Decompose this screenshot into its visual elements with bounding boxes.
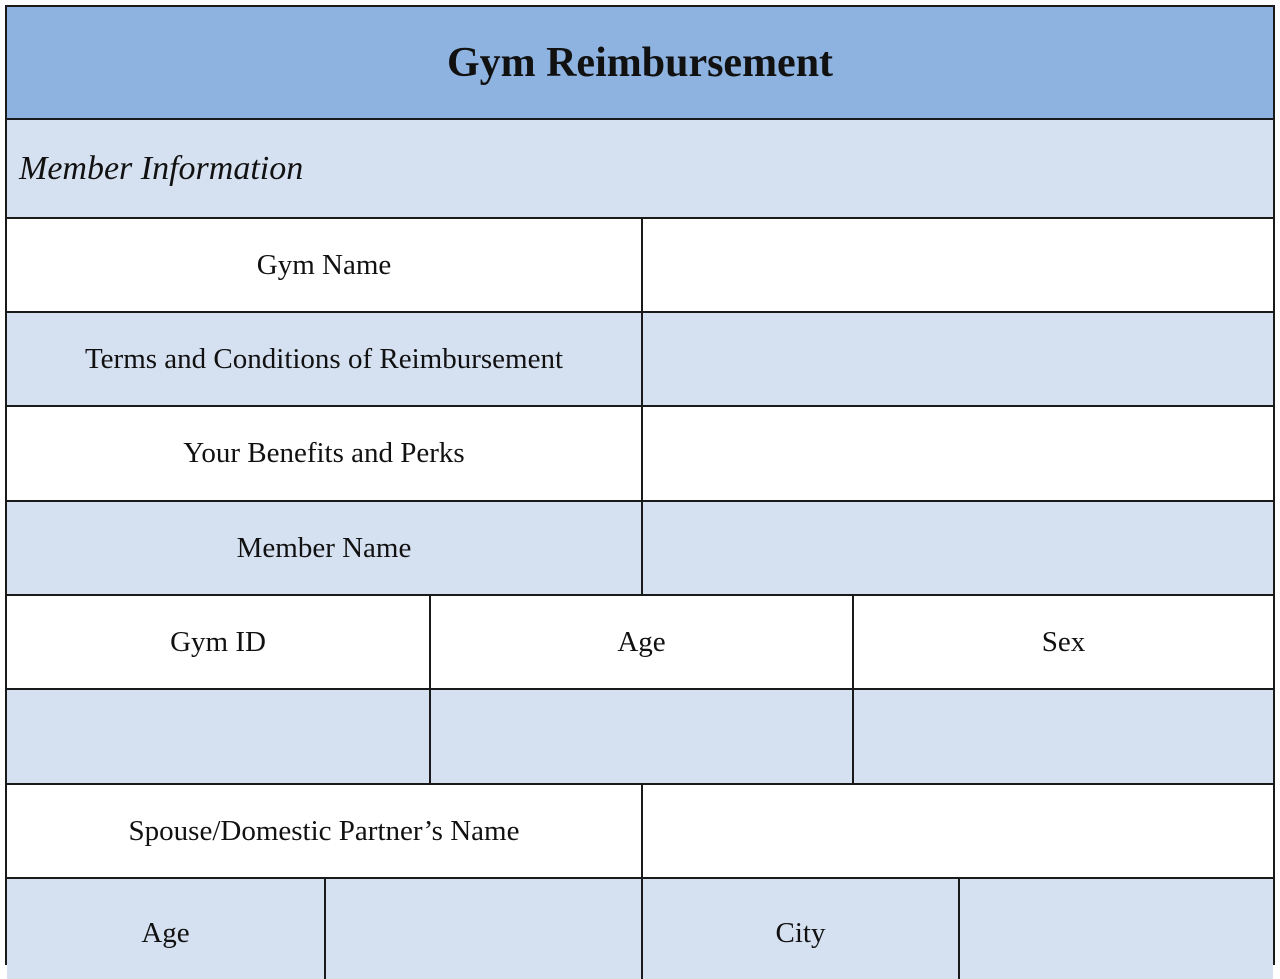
spouse-age-field[interactable] [324,879,641,979]
form-header [7,7,1273,120]
benefits-field[interactable] [641,407,1273,500]
spouse-name-field[interactable] [641,785,1273,877]
spouse-age-label: Age [141,917,190,949]
benefits-label: Your Benefits and Perks [183,437,465,469]
gym-reimbursement-form [5,5,1275,965]
city-label: City [641,879,958,979]
gym-name-field[interactable] [641,219,1273,311]
gym-id-field[interactable] [7,690,429,783]
member-name-field[interactable] [641,502,1273,594]
spouse-name-label: Spouse/Domestic Partner’s Name [128,814,520,847]
spouse-age-city-row [7,879,1273,979]
sex-label: Sex [852,596,1273,688]
id-age-sex-values-row [7,690,1273,785]
section-title: Member Information [19,149,304,187]
terms-label: Terms and Conditions of Reimbursement [84,342,564,375]
member-name-row [7,502,1273,596]
city-field[interactable] [958,879,1273,979]
gym-name-label: Gym Name [256,248,392,281]
benefits-row [7,407,1273,502]
terms-field[interactable] [641,313,1273,405]
age-label: Age [429,596,852,688]
form-title: Gym Reimbursement [446,39,834,86]
age-field[interactable] [429,690,852,783]
sex-field[interactable] [852,690,1273,783]
terms-row [7,313,1273,407]
spouse-name-row [7,785,1273,879]
gym-id-label: Gym ID [170,625,266,658]
section-header [7,120,1273,219]
id-age-sex-header-row [7,596,1273,690]
member-name-label: Member Name [236,531,412,564]
gym-name-row [7,219,1273,313]
